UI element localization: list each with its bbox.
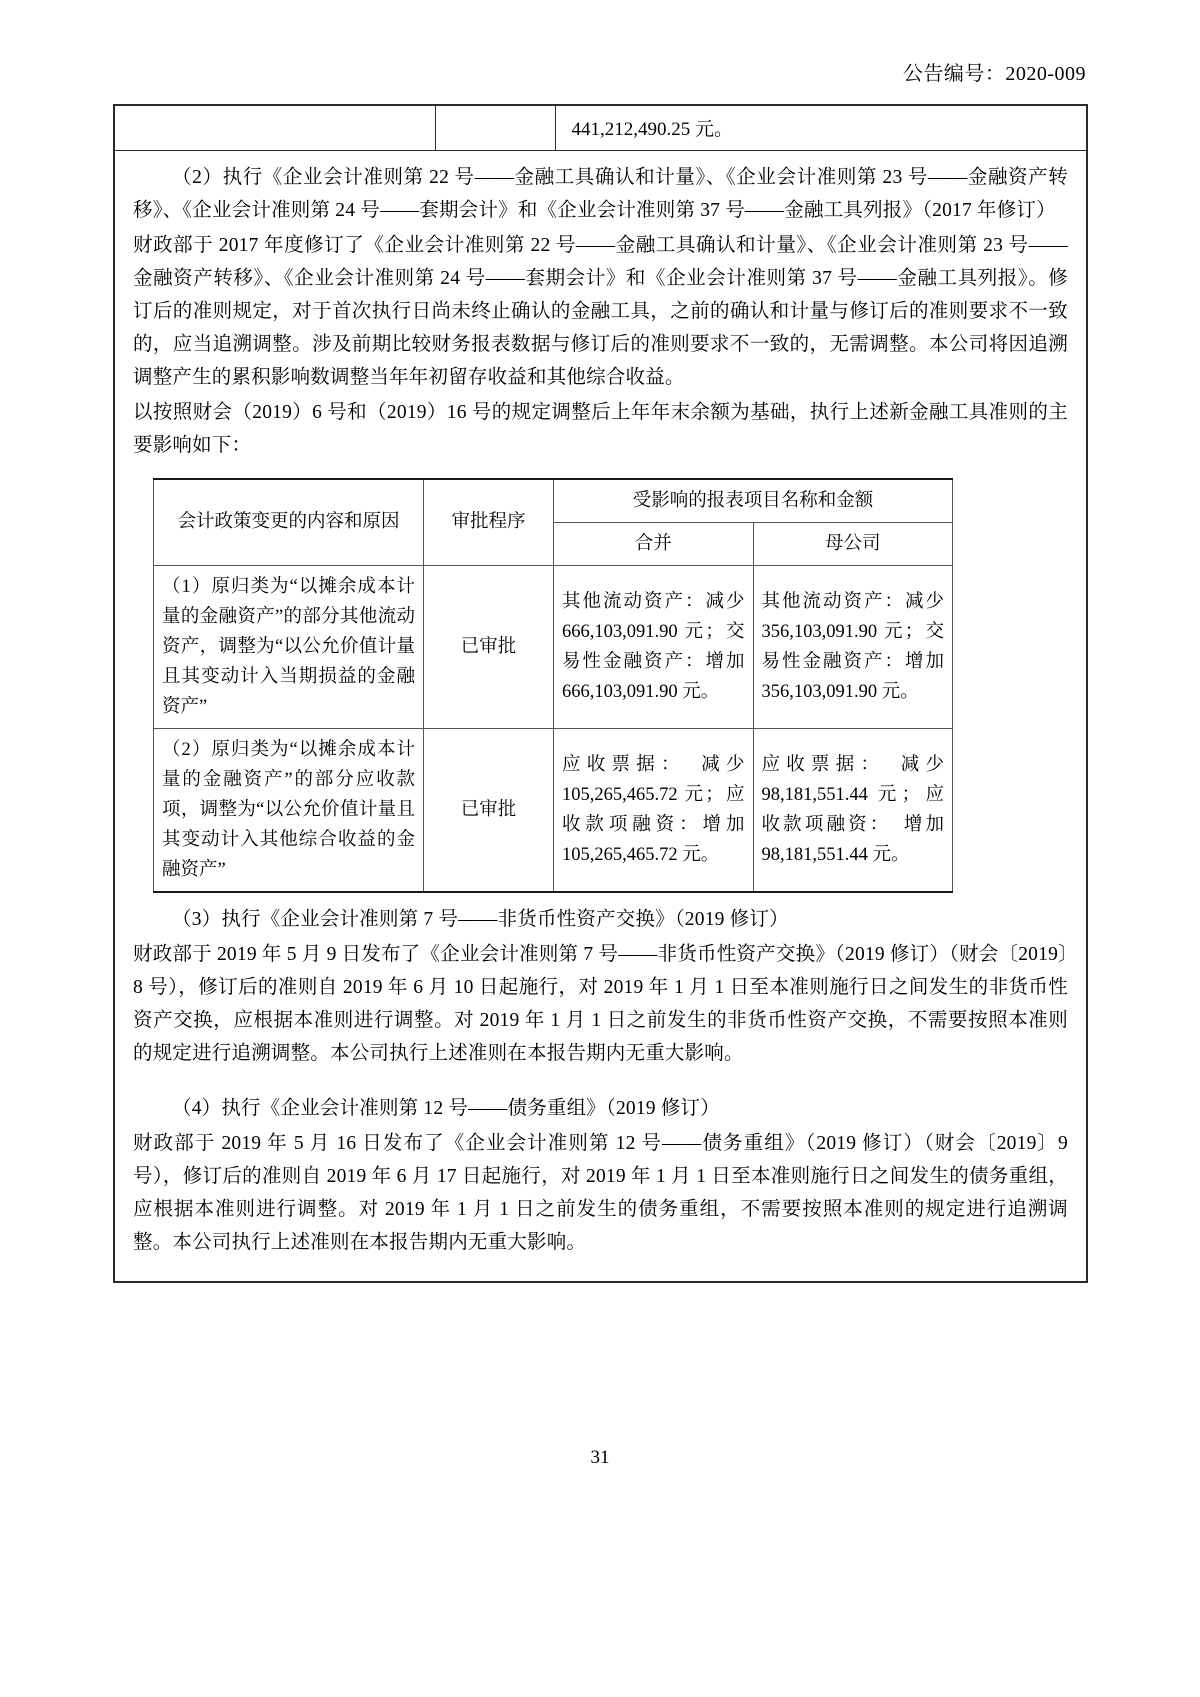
page-number: 31 (590, 1447, 610, 1468)
header-affected: 受影响的报表项目名称和金额 (554, 479, 953, 523)
continued-cell-mid (435, 106, 555, 150)
header-parent: 母公司 (753, 522, 953, 565)
section3-para1: 财政部于 2019 年 5 月 9 日发布了《企业会计准则第 7 号——非货币性资产交换》（2019 修订）（财会〔2019〕8 号），修订后的准则自 2019 年 6 月 10 日起施行，对 2019 年 1 月 1 日至本准则施行日之间发生的非货币性资产交换，应根据本准则进行调整。对 2019 年 1 月 1 日之前发生的非货币性资产交换，不需要按照本准则的规定进行追溯调整。本公司执行上述准则在本报告期内无重大影响。 (133, 943, 1068, 1064)
row1-reason: （1）原归类为“以摊余成本计量的金融资产”的部分其他流动资产，调整为“以公允价值计量且其变动计入当期损益的金融资产” (154, 565, 424, 728)
continued-table (115, 106, 1086, 151)
section2-para1: 财政部于 2017 年度修订了《企业会计准则第 22 号——金融工具确认和计量》、《企业会计准则第 23 号——金融资产转移》、《企业会计准则第 24 号——套期会计》和《企业会计准则第 37 号——金融工具列报》。修订后的准则规定，对于首次执行日尚未终止确认的金融工具，之前的确认和计量与修订后的准则要求不一致的，应当追溯调整。涉及前期比较财务报表数据与修订后的准则要求不一致的，无需调整。本公司将因追溯调整产生的累积影响数调整当年年初留存收益和其他综合收益。 (133, 234, 1068, 388)
row1-parent: 其他流动资产：减少 356,103,091.90 元；交易性金融资产：增加 356,103,091.90 元。 (753, 565, 953, 728)
body-text (115, 151, 1086, 462)
table-row (154, 728, 953, 892)
row2-procedure: 已审批 (424, 728, 554, 892)
section4-para1: 财政部于 2019 年 5 月 16 日发布了《企业会计准则第 12 号——债务重组》（2019 修订）（财会〔2019〕9 号），修订后的准则自 2019 年 6 月 17 日起施行，对 2019 年 1 月 1 日至本准则施行日之间发生的债务重组，应根据本准则进行调整。对 2019 年 1 月 1 日之前发生的债务重组，不需要按照本准则的规定进行追溯调整。本公司执行上述准则在本报告期内无重大影响。 (133, 1132, 1068, 1253)
header-consolidated: 合并 (554, 522, 754, 565)
body-text-2 (115, 903, 1086, 1281)
header-reason: 会计政策变更的内容和原因 (154, 479, 424, 566)
table-row (115, 106, 1086, 150)
page-content (113, 60, 1088, 1283)
section4-heading: （4）执行《企业会计准则第 12 号——债务重组》（2019 修订） (172, 1097, 720, 1119)
continued-cell-left (115, 106, 435, 150)
row1-consolidated: 其他流动资产：减少 666,103,091.90 元；交易性金融资产：增加 666,103,091.90 元。 (554, 565, 754, 728)
impact-table (153, 478, 963, 893)
section2-heading: （2）执行《企业会计准则第 22 号——金融工具确认和计量》、《企业会计准则第 23 号——金融资产转移》、《企业会计准则第 24 号——套期会计》和《企业会计准则第 37 号——金融工具列报》（2017 年修订） (133, 166, 1068, 221)
continued-cell-amount: 441,212,490.25 元。 (555, 106, 1086, 150)
table-header-row (154, 479, 953, 523)
row2-consolidated: 应收票据： 减少 105,265,465.72 元；应收款项融资：增加 105,265,465.72 元。 (554, 728, 754, 892)
section2-para2: 以按照财会（2019）6 号和（2019）16 号的规定调整后上年年末余额为基础，执行上述新金融工具准则的主要影响如下： (133, 401, 1068, 456)
section3-heading: （3）执行《企业会计准则第 7 号——非货币性资产交换》（2019 修订） (172, 908, 789, 930)
row2-parent: 应收票据： 减少 98,181,551.44 元；应收款项融资： 增加 98,181,551.44 元。 (753, 728, 953, 892)
document-frame (113, 104, 1088, 1283)
impact-table-wrap (115, 464, 1086, 903)
row1-procedure: 已审批 (424, 565, 554, 728)
table-row (154, 565, 953, 728)
row2-reason: （2）原归类为“以摊余成本计量的金融资产”的部分应收款项，调整为“以公允价值计量且其变动计入其他综合收益的金融资产” (154, 728, 424, 892)
header-procedure: 审批程序 (424, 479, 554, 566)
announcement-number: 公告编号：2020-009 (902, 63, 1086, 85)
